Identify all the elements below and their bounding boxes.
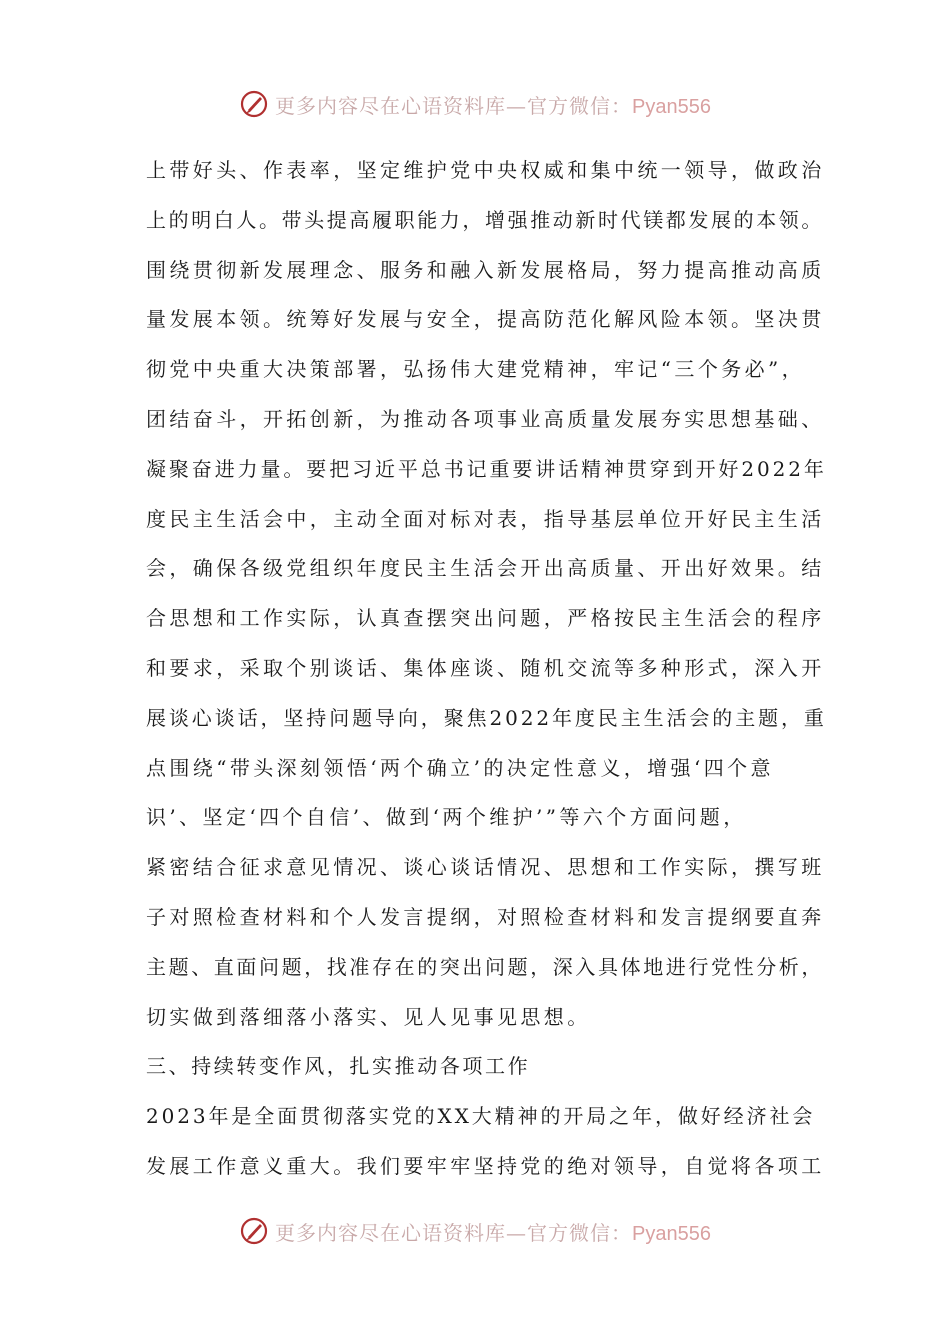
body-line: 会，确保各级党组织年度民主生活会开出高质量、开出好效果。结 bbox=[146, 556, 825, 581]
watermark-code: Pyan556 bbox=[632, 1222, 711, 1245]
document-body bbox=[146, 146, 836, 1192]
watermark-header bbox=[0, 84, 950, 124]
body-line: 发展工作意义重大。我们要牢牢坚持党的绝对领导，自觉将各项工 bbox=[146, 1153, 825, 1178]
watermark-footer bbox=[0, 1211, 950, 1251]
body-line: 子对照检查材料和个人发言提纲，对照检查材料和发言提纲要直奔 bbox=[146, 904, 825, 929]
body-line: 上的明白人。带头提高履职能力，增强推动新时代镁都发展的本领。 bbox=[146, 207, 824, 232]
section-heading: 三、持续转变作风，扎实推动各项工作 bbox=[146, 1054, 531, 1079]
body-line: 紧密结合征求意见情况、谈心谈话情况、思想和工作实际，撰写班 bbox=[146, 855, 825, 880]
quill-pen-seal-icon bbox=[239, 89, 269, 119]
watermark-text: 更多内容尽在心语资料库—官方微信：Pyan556 bbox=[275, 1220, 711, 1245]
body-line: 点围绕“带头深刻领悟‘两个确立’的决定性意义，增强‘四个意 bbox=[146, 755, 774, 780]
body-line: 团结奋斗，开拓创新，为推动各项事业高质量发展夯实思想基础、 bbox=[146, 406, 825, 431]
body-line: 主题、直面问题，找准存在的突出问题，深入具体地进行党性分析， bbox=[146, 954, 824, 979]
watermark-text: 更多内容尽在心语资料库—官方微信：Pyan556 bbox=[275, 93, 711, 118]
body-line: 围绕贯彻新发展理念、服务和融入新发展格局，努力提高推动高质 bbox=[146, 257, 825, 282]
quill-pen-seal-icon bbox=[239, 1216, 269, 1246]
body-line: 凝聚奋进力量。要把习近平总书记重要讲话精神贯穿到开好2022年 bbox=[146, 456, 827, 481]
body-line: 展谈心谈话，坚持问题导向，聚焦2022年度民主生活会的主题，重 bbox=[146, 705, 827, 730]
body-line: 度民主生活会中，主动全面对标对表，指导基层单位开好民主生活 bbox=[146, 506, 825, 531]
body-line: 2023年是全面贯彻落实党的XX大精神的开局之年，做好经济社会 bbox=[146, 1104, 816, 1129]
body-line: 切实做到落细落小落实、见人见事见思想。 bbox=[146, 1004, 591, 1029]
body-line: 彻党中央重大决策部署，弘扬伟大建党精神，牢记“三个务必”， bbox=[146, 357, 806, 382]
watermark-code: Pyan556 bbox=[632, 95, 711, 118]
body-line: 量发展本领。统筹好发展与安全，提高防范化解风险本领。坚决贯 bbox=[146, 307, 825, 332]
body-line: 上带好头、作表率，坚定维护党中央权威和集中统一领导，做政治 bbox=[146, 158, 825, 182]
body-line: 合思想和工作实际，认真查摆突出问题，严格按民主生活会的程序 bbox=[146, 606, 825, 631]
body-line: 识’、坚定‘四个自信’、做到‘两个维护’”等六个方面问题， bbox=[146, 805, 747, 830]
body-line: 和要求，采取个别谈话、集体座谈、随机交流等多种形式，深入开 bbox=[146, 655, 825, 680]
